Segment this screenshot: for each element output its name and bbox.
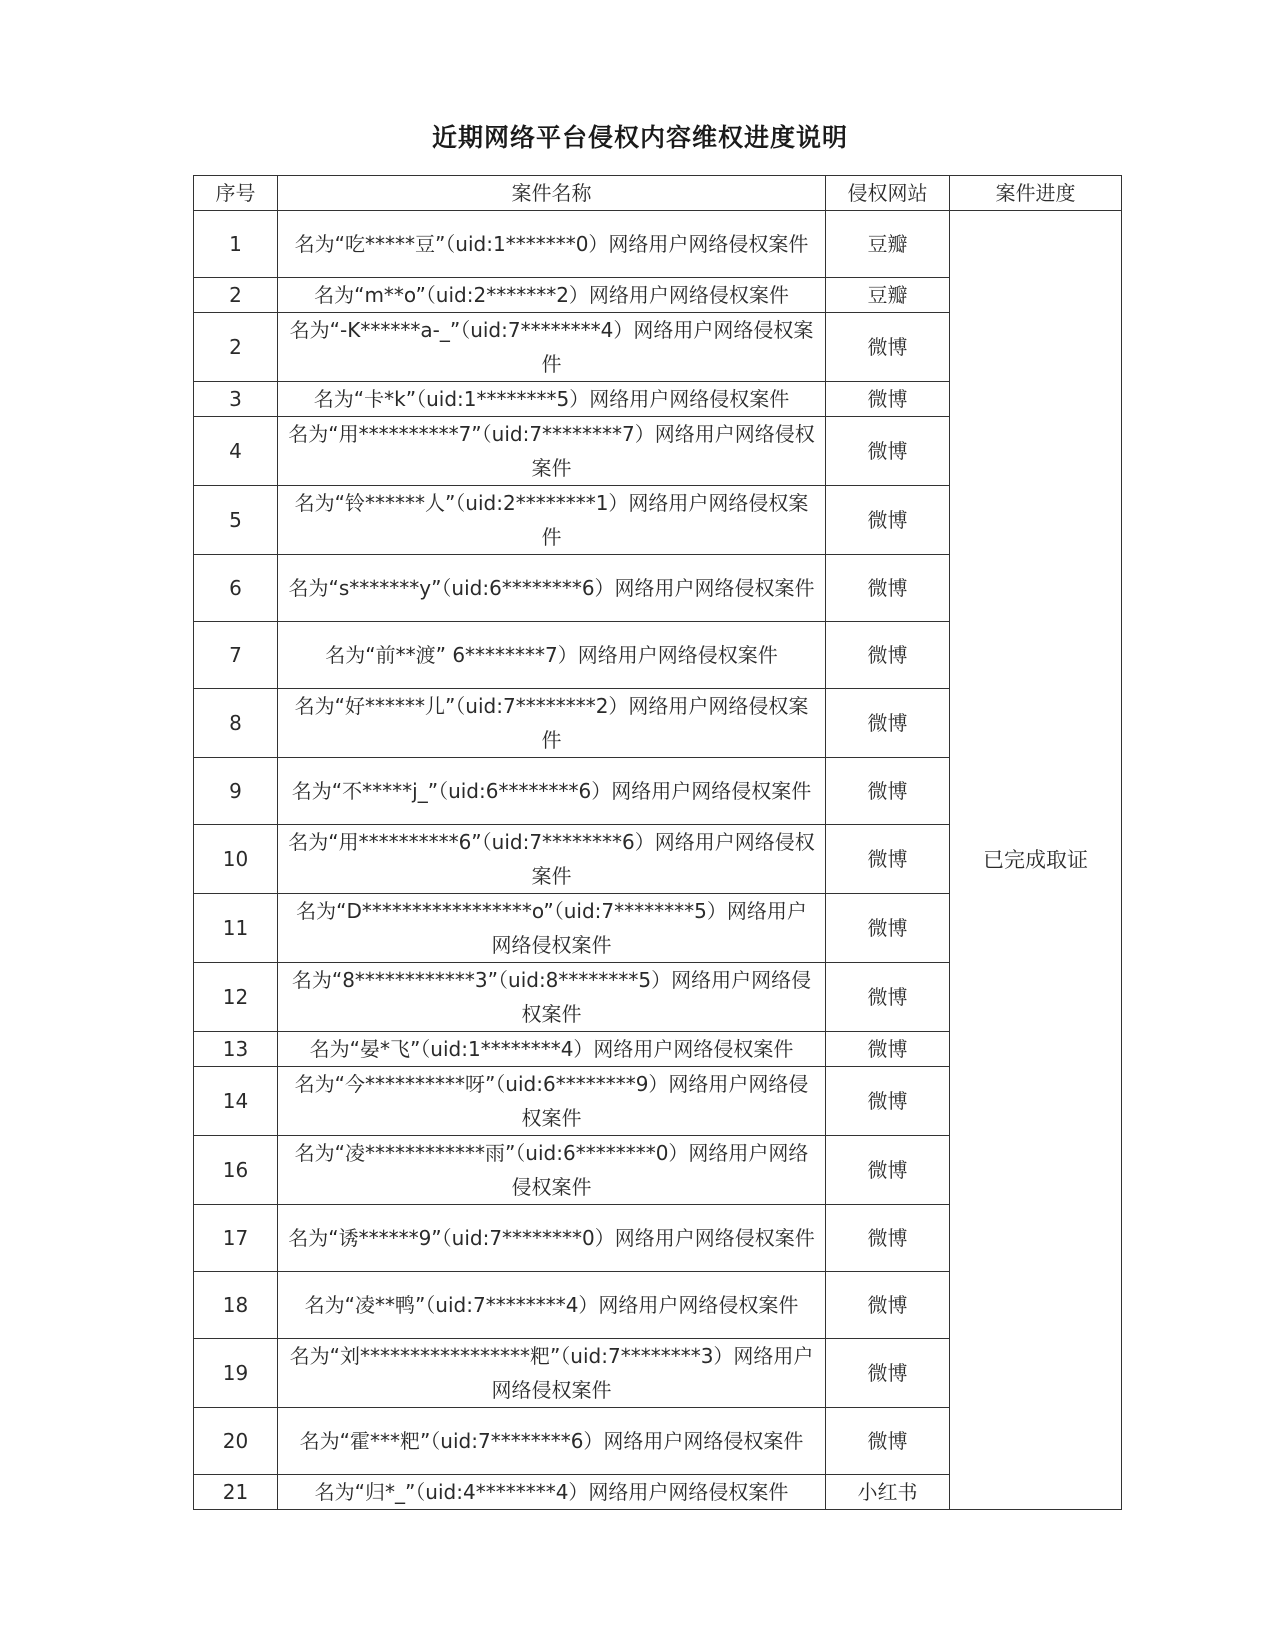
case-name: 名为“霍***粑”（uid:7********6）网络用户网络侵权案件 <box>278 1408 826 1475</box>
row-number: 13 <box>194 1032 278 1067</box>
header-number: 序号 <box>194 176 278 211</box>
row-number: 2 <box>194 278 278 313</box>
row-number: 12 <box>194 963 278 1032</box>
case-name: 名为“8************3”（uid:8********5）网络用户网络侵权案件 <box>278 963 826 1032</box>
site-name: 微博 <box>826 417 950 486</box>
site-name: 微博 <box>826 486 950 555</box>
site-name: 豆瓣 <box>826 278 950 313</box>
document-title: 近期网络平台侵权内容维权进度说明 <box>431 123 848 152</box>
case-name: 名为“今**********呀”（uid:6********9）网络用户网络侵权案件 <box>278 1067 826 1136</box>
case-name: 名为“m**o”（uid:2*******2）网络用户网络侵权案件 <box>278 278 826 313</box>
site-name: 微博 <box>826 1339 950 1408</box>
case-name: 名为“不*****j_”（uid:6********6）网络用户网络侵权案件 <box>278 758 826 825</box>
case-name: 名为“晏*飞”（uid:1********4）网络用户网络侵权案件 <box>278 1032 826 1067</box>
site-name: 微博 <box>826 1408 950 1475</box>
site-name: 微博 <box>826 758 950 825</box>
site-name: 微博 <box>826 622 950 689</box>
table-row <box>194 211 1122 278</box>
row-number: 5 <box>194 486 278 555</box>
site-name: 微博 <box>826 825 950 894</box>
header-case-name: 案件名称 <box>278 176 826 211</box>
case-name: 名为“铃******人”（uid:2********1）网络用户网络侵权案件 <box>278 486 826 555</box>
site-name: 豆瓣 <box>826 211 950 278</box>
case-name: 名为“前**渡” 6********7）网络用户网络侵权案件 <box>278 622 826 689</box>
case-progress: 已完成取证 <box>950 211 1122 1510</box>
case-name: 名为“吃*****豆”（uid:1*******0）网络用户网络侵权案件 <box>278 211 826 278</box>
header-progress: 案件进度 <box>950 176 1122 211</box>
row-number: 10 <box>194 825 278 894</box>
row-number: 8 <box>194 689 278 758</box>
case-name: 名为“凌**鸭”（uid:7********4）网络用户网络侵权案件 <box>278 1272 826 1339</box>
case-name: 名为“刘*****************粑”（uid:7********3）网络用户网络侵权案件 <box>278 1339 826 1408</box>
site-name: 微博 <box>826 313 950 382</box>
header-site: 侵权网站 <box>826 176 950 211</box>
site-name: 微博 <box>826 1136 950 1205</box>
site-name: 微博 <box>826 1272 950 1339</box>
row-number: 3 <box>194 382 278 417</box>
row-number: 17 <box>194 1205 278 1272</box>
row-number: 14 <box>194 1067 278 1136</box>
case-name: 名为“诱******9”（uid:7********0）网络用户网络侵权案件 <box>278 1205 826 1272</box>
row-number: 18 <box>194 1272 278 1339</box>
row-number: 11 <box>194 894 278 963</box>
row-number: 6 <box>194 555 278 622</box>
row-number: 7 <box>194 622 278 689</box>
case-name: 名为“凌************雨”（uid:6********0）网络用户网络侵权案件 <box>278 1136 826 1205</box>
row-number: 9 <box>194 758 278 825</box>
site-name: 微博 <box>826 894 950 963</box>
case-name: 名为“归*_”（uid:4********4）网络用户网络侵权案件 <box>278 1475 826 1510</box>
case-name: 名为“-K******a-_”（uid:7********4）网络用户网络侵权案件 <box>278 313 826 382</box>
site-name: 小红书 <box>826 1475 950 1510</box>
table-header-row <box>194 176 1122 211</box>
row-number: 4 <box>194 417 278 486</box>
site-name: 微博 <box>826 1067 950 1136</box>
case-name: 名为“好******儿”（uid:7********2）网络用户网络侵权案件 <box>278 689 826 758</box>
site-name: 微博 <box>826 555 950 622</box>
row-number: 20 <box>194 1408 278 1475</box>
site-name: 微博 <box>826 1205 950 1272</box>
row-number: 16 <box>194 1136 278 1205</box>
row-number: 1 <box>194 211 278 278</box>
row-number: 19 <box>194 1339 278 1408</box>
case-name: 名为“用**********7”（uid:7********7）网络用户网络侵权案件 <box>278 417 826 486</box>
site-name: 微博 <box>826 963 950 1032</box>
case-name: 名为“卡*k”（uid:1********5）网络用户网络侵权案件 <box>278 382 826 417</box>
case-table <box>193 175 1122 1510</box>
row-number: 21 <box>194 1475 278 1510</box>
case-name: 名为“s*******y”（uid:6********6）网络用户网络侵权案件 <box>278 555 826 622</box>
site-name: 微博 <box>826 382 950 417</box>
row-number: 2 <box>194 313 278 382</box>
site-name: 微博 <box>826 689 950 758</box>
case-name: 名为“D*****************o”（uid:7********5）网络用户网络侵权案件 <box>278 894 826 963</box>
case-name: 名为“用**********6”（uid:7********6）网络用户网络侵权案件 <box>278 825 826 894</box>
site-name: 微博 <box>826 1032 950 1067</box>
